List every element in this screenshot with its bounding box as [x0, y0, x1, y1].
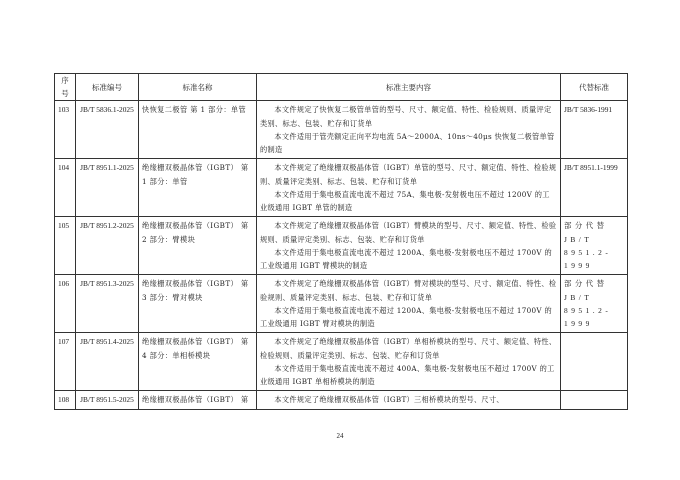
standards-table	[54, 73, 628, 410]
content-paragraph: 本文件规定了绝缘栅双极晶体管（IGBT）单相桥模块的型号、尺寸、额定值、特性、检验规则、质量评定类别、标志、包装、贮存和订货单	[260, 337, 557, 360]
row-content	[257, 391, 561, 409]
row-code: JB/T 8951.1-2025	[76, 159, 139, 217]
content-paragraph: 本文件适用于集电极直流电流不超过 400A、集电极-发射极电压不超过 1700V 的工业级通用 IGBT 单相桥模块的制造	[260, 363, 555, 387]
row-code: JB/T 5836.1-2025	[76, 101, 139, 159]
row-no: 103	[55, 101, 76, 159]
table-row	[55, 391, 628, 409]
row-content	[257, 217, 561, 275]
row-content	[257, 101, 561, 159]
row-name: 绝缘栅双极晶体管（IGBT） 第 1 部分：单管	[139, 159, 257, 217]
row-replaced: JB/T 8951.1-1999	[561, 159, 628, 217]
table-row	[55, 159, 628, 217]
row-content	[257, 275, 561, 333]
row-replaced: JB/T 5836-1991	[561, 101, 628, 159]
row-no: 108	[55, 391, 76, 409]
row-content	[257, 333, 561, 391]
content-paragraph: 本文件规定了快恢复二极管单管的型号、尺寸、额定值、特性、检验规则、质量评定类别、标志、包装、贮存和订货单	[260, 105, 552, 128]
row-no: 105	[55, 217, 76, 275]
header-no: 序号	[55, 74, 76, 101]
content-paragraph: 本文件适用于集电极直流电流不超过 1200A、集电极-发射极电压不超过 1700V 的工业级通用 IGBT 臂对模块的制造	[260, 305, 552, 329]
row-replaced	[561, 333, 628, 391]
row-name: 绝缘栅双极晶体管（IGBT） 第	[139, 391, 257, 409]
row-code: JB/T 8951.5-2025	[76, 391, 139, 409]
content-paragraph: 本文件规定了绝缘栅双极晶体管（IGBT）三相桥模块的型号、尺寸、	[274, 395, 504, 405]
content-paragraph: 本文件适用于集电极直流电流不超过 1200A、集电极-发射极电压不超过 1700V 的工业级通用 IGBT 臂模块的制造	[260, 247, 552, 271]
table-header-row	[55, 74, 628, 101]
table-row	[55, 333, 628, 391]
row-code: JB/T 8951.3-2025	[76, 275, 139, 333]
content-paragraph: 本文件适用于管壳额定正向平均电流 5A～2000A、10ns～40μs 快恢复二极管单管的制造	[260, 131, 555, 155]
content-paragraph: 本文件规定了绝缘栅双极晶体管（IGBT）臂对模块的型号、尺寸、额定值、特性、检验规则、质量评定类别、标志、包装、贮存和订货单	[260, 279, 557, 302]
row-name: 绝缘栅双极晶体管（IGBT） 第 4 部分：单相桥模块	[139, 333, 257, 391]
page-number: 24	[336, 432, 344, 440]
row-no: 106	[55, 275, 76, 333]
content-paragraph: 本文件规定了绝缘栅双极晶体管（IGBT）单管的型号、尺寸、额定值、特性、检验规则、质量评定类别、标志、包装、贮存和订货单	[260, 163, 557, 186]
content-paragraph: 本文件适用于集电极直流电流不超过 75A、集电极-发射极电压不超过 1200V 的工业级通用 IGBT 单管的制造	[260, 189, 550, 213]
row-content	[257, 159, 561, 217]
header-replaced: 代替标准	[561, 74, 628, 101]
row-replaced: 部分代替 JB/T 8951.2-1999	[561, 217, 628, 275]
table-row	[55, 275, 628, 333]
row-name: 绝缘栅双极晶体管（IGBT） 第 2 部分：臂模块	[139, 217, 257, 275]
table-row	[55, 101, 628, 159]
row-no: 104	[55, 159, 76, 217]
content-paragraph: 本文件规定了绝缘栅双极晶体管（IGBT）臂模块的型号、尺寸、额定值、特性、检验规则、质量评定类别、标志、包装、贮存和订货单	[260, 221, 557, 244]
row-replaced: 部分代替 JB/T 8951.2-1999	[561, 275, 628, 333]
header-content: 标准主要内容	[257, 74, 561, 101]
header-code: 标准编号	[76, 74, 139, 101]
row-code: JB/T 8951.2-2025	[76, 217, 139, 275]
row-name: 快恢复二极管 第 1 部分：单管	[139, 101, 257, 159]
header-name: 标准名称	[139, 74, 257, 101]
row-code: JB/T 8951.4-2025	[76, 333, 139, 391]
row-replaced	[561, 391, 628, 409]
row-no: 107	[55, 333, 76, 391]
table-row	[55, 217, 628, 275]
row-name: 绝缘栅双极晶体管（IGBT） 第 3 部分：臂对模块	[139, 275, 257, 333]
